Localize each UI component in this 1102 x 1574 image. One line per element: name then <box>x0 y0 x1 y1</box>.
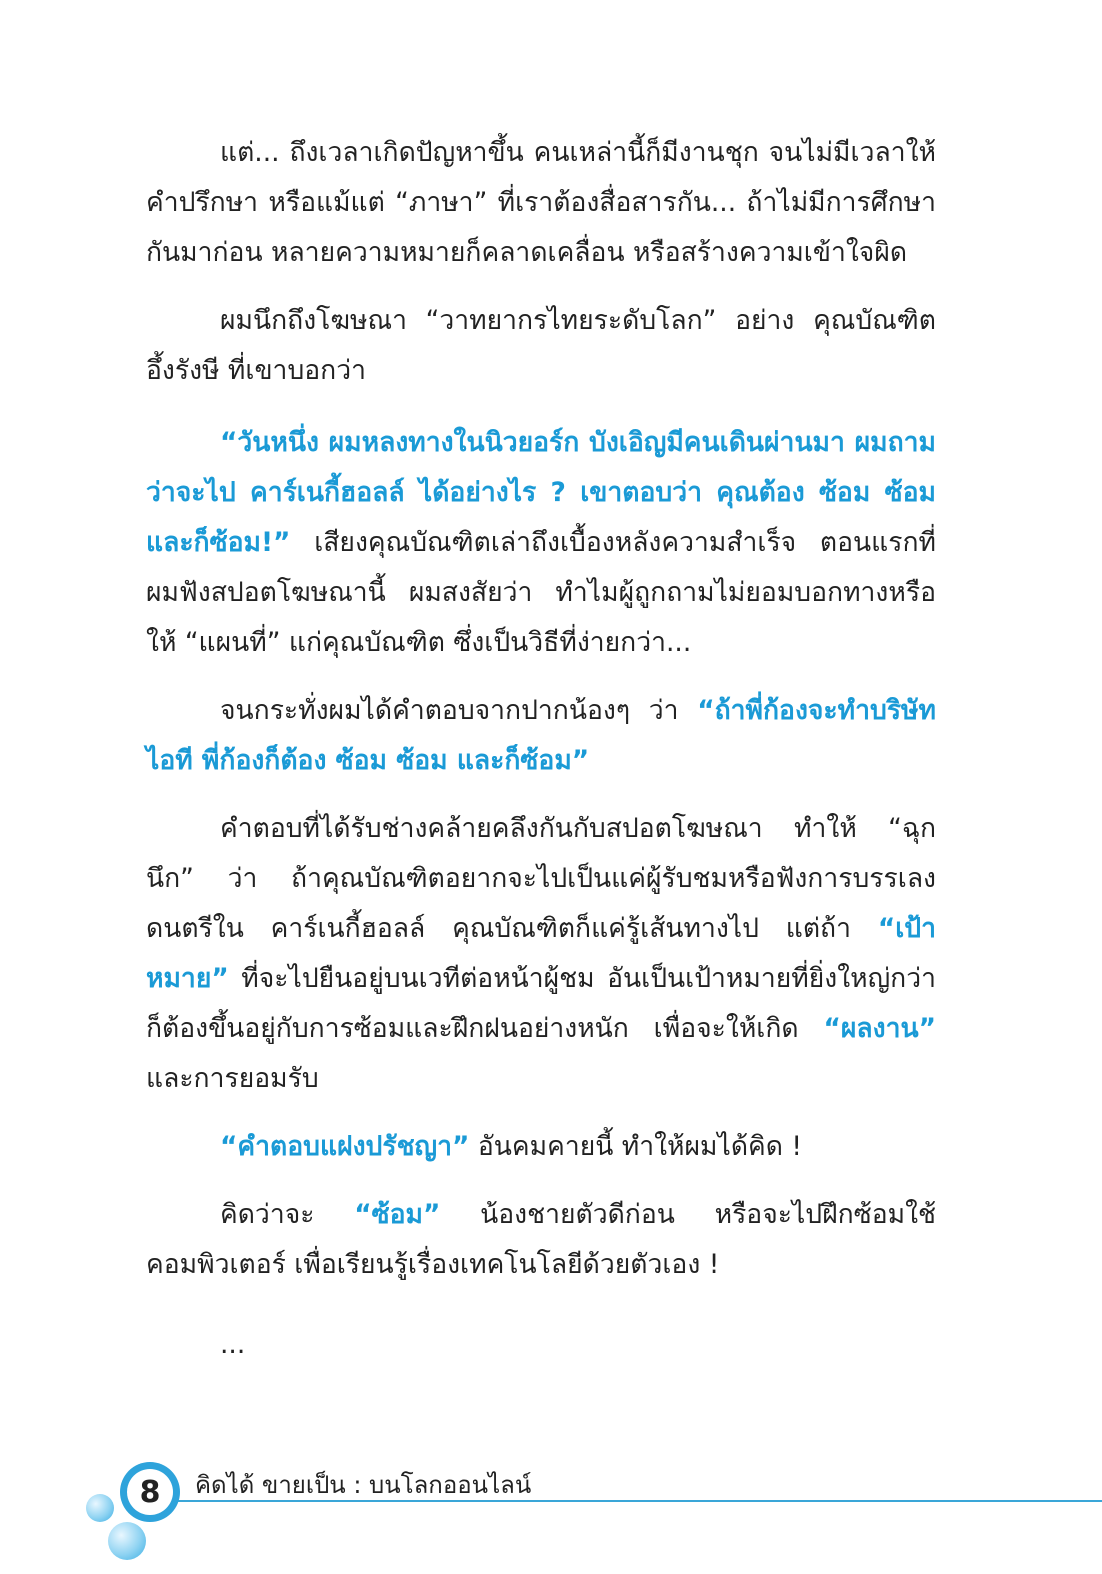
paragraph-1 <box>146 128 936 278</box>
page-number-badge <box>120 1462 180 1522</box>
paragraph-5-text-a: คำตอบที่ได้รับช่างคล้ายคลึงกันกับสปอตโฆษณา ทำให้ “ฉุกนึก” ว่า ถ้าคุณบัณฑิตอยากจะไปเป็นแค่ผู้รับชมหรือฟังการบรรเลงดนตรีใน คาร์เนกี้ฮอลล์ คุณบัณฑิตก็แค่รู้เส้นทางไป แต่ถ้า <box>146 813 936 944</box>
highlight-goal: “เป้าหมาย” <box>146 913 936 994</box>
decorative-bubble-large <box>108 1522 146 1560</box>
paragraph-1-text: แต่... ถึงเวลาเกิดปัญหาขึ้น คนเหล่านี้ก็มีงานชุก จนไม่มีเวลาให้คำปรึกษา หรือแม้แต่ “ภาษา” ที่เราต้องสื่อสารกัน... ถ้าไม่มีการศึกษากันมาก่อน หลายความหมายก็คลาดเคลื่อน หรือสร้างความเข้าใจผิด <box>146 137 936 268</box>
decorative-bubble-small <box>86 1494 114 1522</box>
paragraph-3-text: เสียงคุณบัณฑิตเล่าถึงเบื้องหลังความสำเร็จ ตอนแรกที่ผมฟังสปอตโฆษณานี้ ผมสงสัยว่า ทำไมผู้ถูกถามไม่ยอมบอกทางหรือให้ “แผนที่” แก่คุณบัณฑิต ซึ่งเป็นวิธีที่ง่ายกว่า... <box>146 527 936 658</box>
paragraph-2-text: ผมนึกถึงโฆษณา “วาทยากรไทยระดับโลก” อย่าง คุณบัณฑิต อึ้งรังษี ที่เขาบอกว่า <box>146 305 936 386</box>
quote-carnegie: “วันหนึ่ง ผมหลงทางในนิวยอร์ก บังเอิญมีคนเดินผ่านมา ผมถามว่าจะไป คาร์เนกี้ฮอลล์ ได้อย่างไร ? เขาตอบว่า คุณต้อง ซ้อม ซ้อม และก็ซ้อม!” <box>146 427 936 558</box>
highlight-practice: “ซ้อม” <box>354 1199 441 1230</box>
paragraph-6 <box>146 1122 936 1172</box>
page-body <box>146 128 936 1370</box>
paragraph-5 <box>146 804 936 1104</box>
paragraph-7-text-c: น้องชายตัวดีก่อน หรือจะไปฝึกซ้อมใช้คอมพิวเตอร์ เพื่อเรียนรู้เรื่องเทคโนโลยีด้วยตัวเอง ! <box>146 1199 937 1280</box>
paragraph-5-text-c: ที่จะไปยืนอยู่บนเวทีต่อหน้าผู้ชม อันเป็นเป้าหมายที่ยิ่งใหญ่กว่า ก็ต้องขึ้นอยู่กับการซ้อมและฝึกฝนอย่างหนัก เพื่อจะให้เกิด <box>146 963 936 1044</box>
paragraph-7-text-a: คิดว่าจะ <box>220 1199 355 1230</box>
footer-book-title: คิดได้ ขายเป็น : บนโลกออนไลน์ <box>195 1471 532 1499</box>
paragraph-6-text: อันคมคายนี้ ทำให้ผมได้คิด ! <box>469 1131 803 1162</box>
paragraph-3 <box>146 418 936 668</box>
highlight-philosophy: “คำตอบแฝงปรัชญา” <box>220 1131 470 1162</box>
paragraph-4 <box>146 686 936 786</box>
paragraph-7 <box>146 1190 936 1290</box>
page-number: 8 <box>127 1469 173 1515</box>
paragraph-4-text: จนกระทั่งผมได้คำตอบจากปากน้องๆ ว่า <box>220 695 698 726</box>
closing-ellipsis: ... <box>220 1329 246 1360</box>
highlight-result: “ผลงาน” <box>823 1013 936 1044</box>
quote-practice: “ถ้าพี่ก้องจะทำบริษัท ไอที พี่ก้องก็ต้อง ซ้อม ซ้อม และก็ซ้อม” <box>146 695 936 776</box>
paragraph-5-text-e: และการยอมรับ <box>146 1063 319 1094</box>
paragraph-2 <box>146 296 936 396</box>
